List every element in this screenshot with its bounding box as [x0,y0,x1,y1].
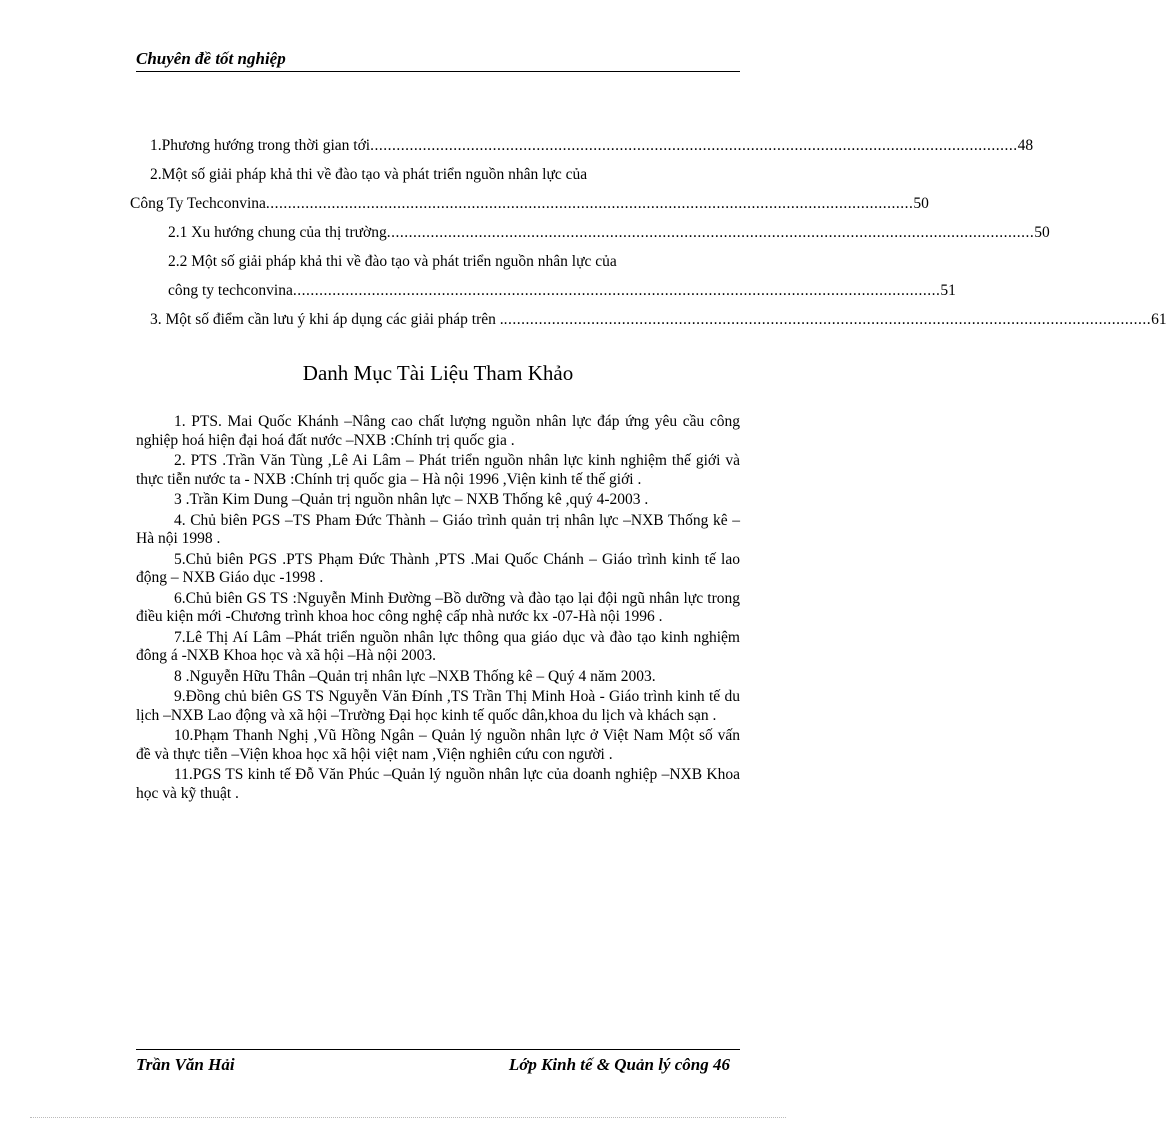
reference-item: 10.Phạm Thanh Nghị ,Vũ Hồng Ngân – Quản lý nguồn nhân lực ở Việt Nam Một số vấn đề và thực tiễn –Viện khoa học xã hội việt nam ,Viện nghiên cứu con người . [136,727,740,763]
toc-entry-page: 50 [913,195,929,212]
header-divider [136,71,740,72]
footer-author: Trần Văn Hải [136,1055,235,1074]
reference-item: 11.PGS TS kinh tế Đỗ Văn Phúc –Quản lý nguồn nhân lực của doanh nghiệp –NXB Khoa học và kỹ thuật . [136,766,740,802]
toc-entry-text: 2.Một số giải pháp khả thi về đào tạo và phát triển nguồn nhân lực của [150,166,588,183]
toc-entry-text: 2.2 Một số giải pháp khả thi về đào tạo và phát triển nguồn nhân lực của [168,253,617,270]
toc-leader-dots: .................................................................................................................................................... [386,224,1035,241]
references-heading: Danh Mục Tài Liệu Tham Khảo [302,361,574,385]
toc-entry-text: Công Ty Techconvina [130,195,266,212]
reference-item: 9.Đồng chủ biên GS TS Nguyễn Văn Đính ,TS Trần Thị Minh Hoà - Giáo trình kinh tế du lịch –NXB Lao động và xã hội –Trường Đại học kinh tế quốc dân,khoa du lịch và khách sạn . [136,688,740,724]
toc-leader-dots: .................................................................................................................................................... [292,282,941,299]
toc-leader-dots: .................................................................................................................................................... [265,195,914,212]
reference-item: 3 .Trần Kim Dung –Quản trị nguồn nhân lực – NXB Thống kê ,quý 4-2003 . [174,491,649,508]
toc-entry-page: 50 [1034,224,1050,241]
reference-item: 8 .Nguyễn Hữu Thân –Quản trị nhân lực –NXB Thống kê – Quý 4 năm 2003. [174,667,656,685]
reference-item: 5.Chủ biên PGS .PTS Phạm Đức Thành ,PTS .Mai Quốc Chánh – Giáo trình kinh tế lao động – NXB Giáo dục -1998 . [136,550,740,586]
table-of-contents [130,131,1167,334]
footer-divider [136,1049,740,1050]
toc-entry [150,218,1050,247]
reference-item: 6.Chủ biên GS TS :Nguyễn Minh Đường –Bồ dưỡng và đào tạo lại đội ngũ nhân lực trong điều kiện mới -Chương trình khoa hoc công nghệ cấp nhà nước kx -07-Hà nội 1996 . [136,589,740,625]
page-header-title: Chuyên đề tốt nghiệp [136,49,286,68]
toc-entry-text: 3. Một số điểm cần lưu ý khi áp dụng các giải pháp trên . [150,311,504,328]
toc-entry [150,276,956,305]
toc-entry-page: 48 [1017,137,1034,154]
reference-item: 2. PTS .Trần Văn Tùng ,Lê Ai Lâm – Phát triển nguồn nhân lực kinh nghiệm thế giới và thực tiễn nước ta - NXB :Chính trị quốc gia – Hà nội 1996 ,Viện kinh tế thế giới . [136,452,740,488]
toc-entry [150,305,1167,334]
reference-item: 4. Chủ biên PGS –TS Pham Đức Thành – Giáo trình quản trị nhân lực –NXB Thống kê –Hà nội 1998 . [136,511,740,547]
toc-entry [150,160,740,189]
toc-entry-text: 1.Phương hướng trong thời gian tới [150,137,371,154]
references-list [136,413,740,805]
toc-leader-dots: .................................................................................................................................................... [370,137,1018,154]
footer-class: Lớp Kinh tế & Quản lý công 46 [508,1055,730,1074]
toc-entry [150,247,740,276]
toc-entry-page: 51 [940,282,956,299]
toc-entry [150,131,1034,160]
toc-entry-text: 2.1 Xu hướng chung của thị trường [168,224,387,241]
toc-entry [130,189,929,218]
page-edge-divider [30,1117,786,1118]
reference-item: 1. PTS. Mai Quốc Khánh –Nâng cao chất lượng nguồn nhân lực đáp ứng yêu cầu công nghiệp hoá hiện đại hoá đất nước –NXB :Chính trị quốc gia . [136,413,740,449]
toc-entry-page: 61 [1151,311,1167,328]
reference-item: 7.Lê Thị Aí Lâm –Phát triển nguồn nhân lực thông qua giáo dục và đào tạo kinh nghiệm đông á -NXB Khoa học và xã hội –Hà nội 2003. [136,628,740,664]
toc-leader-dots: .................................................................................................................................................... [503,311,1152,328]
toc-entry-text: công ty techconvina [168,282,293,299]
